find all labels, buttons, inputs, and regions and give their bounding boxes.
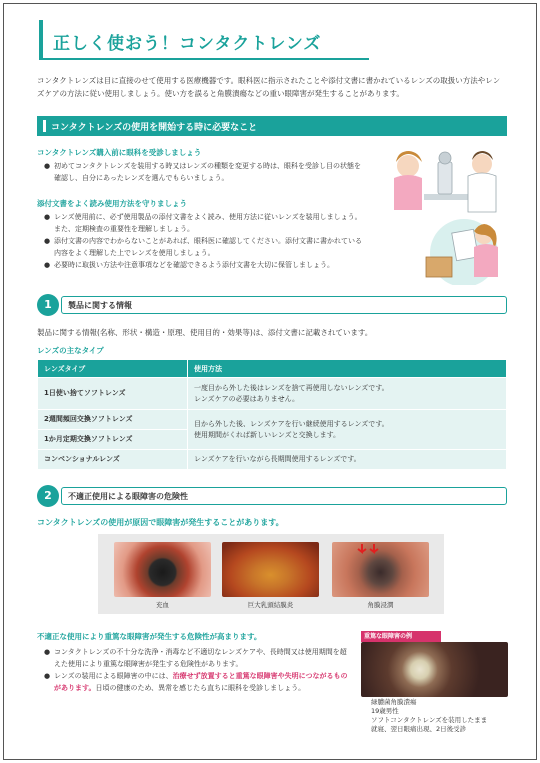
bullet-icon: ● — [44, 213, 51, 221]
eye-photo-panel — [98, 534, 444, 614]
lens-type-cell: コンベンショナルレンズ — [38, 450, 188, 470]
usage-line: 目から外した後、レンズケアを行い継続使用するレンズです。 — [194, 419, 389, 428]
lens-type-table — [37, 359, 507, 470]
photo-caption: 巨大乳頭結膜炎 — [247, 601, 294, 609]
section-2-heading — [37, 485, 507, 507]
section-number: 2 — [37, 485, 59, 507]
column-header-usage: 使用方法 — [188, 360, 507, 378]
list-item — [44, 235, 366, 259]
bullet-text: 初めてコンタクトレンズを装用する時又はレンズの種類を変更する時は、眼科を受診し目の状態を確認し、自分にあったレンズを選んでもらいましょう。 — [54, 162, 361, 182]
risk-heading: 不適正な使用により重篤な眼障害が発生する危険性が高まります。 — [37, 632, 262, 641]
bullet-text: 必要時に取扱い方法や注意事項などを確認できるよう添付文書を大切に保管しましょう。 — [54, 261, 334, 269]
leaflet-bullets — [44, 211, 366, 271]
sub-heading-leaflet: 添付文書をよく読み使用方法を守りましょう — [37, 199, 187, 208]
bullet-icon: ● — [44, 237, 51, 245]
reading-leaflet-illustration — [416, 217, 512, 285]
table-row — [38, 450, 507, 470]
lens-type-cell: 1か月定期交換ソフトレンズ — [38, 430, 188, 450]
consult-bullets — [44, 160, 364, 184]
list-item — [44, 670, 352, 694]
lens-type-cell: 2週間頻回交換ソフトレンズ — [38, 410, 188, 430]
case-title: 緑膿菌角膜潰瘍 — [371, 698, 417, 706]
section-1-title: 製品に関する情報 — [68, 301, 132, 310]
bullet-text: レンズの装用による眼障害の中には、 — [54, 672, 173, 680]
usage-cell — [188, 450, 507, 470]
usage-cell — [188, 410, 507, 450]
bullet-icon: ● — [44, 261, 51, 269]
table-row — [38, 410, 507, 430]
section-1-heading — [37, 294, 507, 316]
page-title: 正しく使おう！コンタクトレンズ — [53, 34, 322, 54]
page — [3, 3, 537, 760]
bullet-text: 添付文書の内容でわからないことがあれば、眼科医に確認してください。添付文書に書かれている内容をよく理解した上でレンズを使用しましょう。 — [54, 237, 362, 257]
case-desc: ソフトコンタクトレンズを装用したまま — [371, 716, 488, 724]
warning-text: 治療せず放置すると重篤な眼障害や失明につながるものがあります。 — [54, 672, 348, 692]
list-item — [44, 160, 364, 184]
usage-line: 使用期間がくれば新しいレンズと交換します。 — [194, 430, 341, 439]
lens-types-title: レンズの主なタイプ — [37, 346, 104, 355]
keratitis-photo — [361, 642, 508, 697]
section-heading-box — [61, 296, 507, 314]
severe-case-tag: 重篤な眼障害の例 — [361, 631, 441, 642]
hyperemia-photo — [114, 542, 211, 597]
case-age: 19歳男性 — [371, 707, 399, 715]
list-item — [44, 211, 366, 235]
bullet-icon: ● — [44, 162, 51, 170]
heading-bar — [43, 120, 46, 132]
eye-exam-illustration — [380, 144, 510, 216]
start-section-heading — [37, 116, 507, 136]
start-section-title: コンタクトレンズの使用を開始する時に必要なこと — [51, 123, 258, 133]
usage-line: レンズケアの必要はありません。 — [194, 394, 300, 403]
usage-line: 一度目から外した後はレンズを捨て再使用しないレンズです。 — [194, 383, 389, 392]
bullet-text: コンタクトレンズの不十分な洗浄・消毒など不適切なレンズケアや、長時間又は使用期間を超えた使用により重篤な眼障害が発生する危険性があります。 — [54, 648, 347, 668]
papillary-conjunctivitis-photo — [222, 542, 319, 597]
photo-caption: 角膜浸潤 — [367, 601, 394, 609]
bullet-text: 日頃の健康のため、異常を感じたら直ちに眼科を受診しましょう。 — [95, 684, 306, 692]
damage-lead: コンタクトレンズの使用が原因で眼障害が発生することがあります。 — [37, 518, 284, 527]
severe-case-box — [361, 631, 508, 731]
bullet-icon: ● — [44, 672, 51, 680]
photo-caption: 充血 — [156, 601, 169, 609]
sub-heading-consult: コンタクトレンズ購入前に眼科を受診しましょう — [37, 148, 202, 157]
list-item — [44, 646, 352, 670]
table-row — [38, 378, 507, 410]
section-number: 1 — [37, 294, 59, 316]
bullet-text: レンズ使用前に、必ず使用製品の添付文書をよく読み、使用方法に従いレンズを装用しましょう。また、定期検査の重要性を理解しましょう。 — [54, 213, 362, 233]
usage-line: レンズケアを行いながら長期間使用するレンズです。 — [194, 455, 361, 463]
lens-type-cell: 1日使い捨てソフトレンズ — [38, 378, 188, 410]
column-header-type: レンズタイプ — [38, 360, 188, 378]
section-2-title: 不適正使用による眼障害の危険性 — [68, 492, 188, 501]
corneal-infiltrate-photo — [332, 542, 429, 597]
title-underline — [39, 58, 369, 60]
risk-bullets — [44, 646, 352, 694]
section-heading-box — [61, 487, 507, 505]
table-header-row — [38, 360, 507, 378]
product-info-text: 製品に関する情報(名称、形状・構造・原理、使用目的・効果等)は、添付文書に記載されています。 — [37, 328, 373, 337]
intro-text: コンタクトレンズは目に直接のせて使用する医療機器です。眼科医に指示されたことや添付文書に書かれているレンズの取扱い方法やレンズケアの方法に従い使用しましょう。使い方を誤ると角膜潰瘍などの重い眼障害が発生することがあります。 — [37, 76, 501, 98]
case-caption — [371, 698, 487, 734]
title-accent-line — [39, 20, 43, 60]
bullet-icon: ● — [44, 648, 51, 656]
case-desc: 就寝、翌日眼痛出現、2日後受診 — [371, 725, 467, 733]
usage-cell — [188, 378, 507, 410]
title-bar — [39, 20, 369, 60]
